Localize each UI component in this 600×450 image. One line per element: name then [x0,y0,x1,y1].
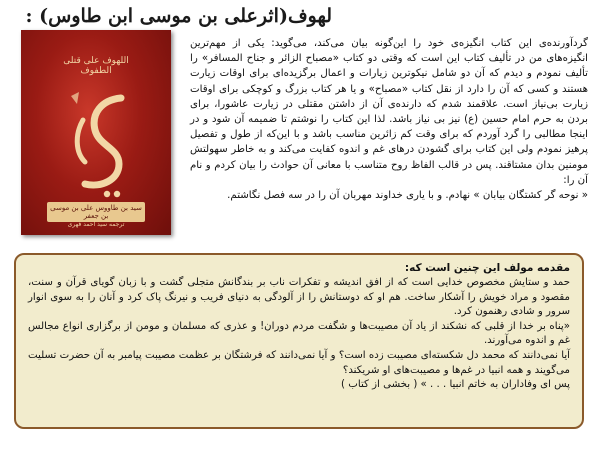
cover-translator: ترجمه سید احمد فهری [67,221,125,228]
intro-text [190,36,588,203]
cover-calligraphy-icon [61,90,141,200]
preface-paragraph: حمد و ستایش مخصوص خدایی است که از افق اندیشه و تفکرات ناب بر بندگانش متجلی گشت و با زبان گویای قرآن و سنت، مقصود و مراد خویش را آشکار ساخت. هم او که دوستانش را از آلودگی به دنیای فریب و نیرنگ پاک کرد و آنان را به سوی انوار سرور و شادی رهنمون کرد. [28,277,570,318]
preface-box [14,253,584,429]
intro-paragraph: گردآورنده‌ی این کتاب انگیزه‌ی خود را این‌گونه بیان می‌کند، می‌گوید: یکی از مهم‌ترین انگیزه‌های من در تألیف کتاب این است که وقتی دو کتاب «مصباح الزائر و جناح المسافر» را تألیف نمودم و دیدم که آن دو شامل نیکوترین زیارات و اعمال برگزیده‌ای برای اوقات زیارت هستند و کسی که آن را دارد از نقل کتاب «مصباح» و یا هر کتاب بزرگ و کوچکی برای اوقات زیارت بی‌نیاز است. علاقمند شدم که دارنده‌ی آن از داشتن مقتلی در زیارت عاشورا، برای بردن به حرم امام حسین (ع) نیز بی نیاز باشد. لذا این کتاب را نوشتم تا ضمیمه آن شود و در اینجا مطالبی را گرد آوردم که برای وقت کم زائرین مناسب باشد و با این‌که از طول و تفصیل پرهیز نمودم ولی این کتاب برای گشودن درهای غم و اندوه کفایت می‌کند و به خاطر سهولتش مومنین بدان مشتاقند. پس در قالب الفاظ روح متناسب با معانی آن حوادث را بیان کردم و نام آن را: [190,38,588,186]
cover-author: سید بن طاووس علی بن موسی بن جعفر [47,202,145,222]
intro-paragraph: « نوحه گر کشتگان بیابان » نهادم. و با یاری خداوند مهربان آن را در سه فصل نگاشتم. [227,190,588,202]
preface-paragraph: پس ای وفاداران به خاتم انبیا . . . » ( بخشی از کتاب ) [341,379,570,391]
book-cover-image [21,30,171,235]
preface-heading: مقدمه مولف این چنین است که: [404,262,570,274]
page-title: لهوف(اثرعلی بن موسی ابن طاوس) : [25,5,332,27]
preface-paragraph: «پناه بر خدا از قلبی که نشکند از یاد آن مصیبت‌ها و شگفت مردم دوران! و عذری که مسلمان و مومن از برگزاری انواع مجالس غم و اندوه می‌آورند. [28,320,570,347]
cover-top-title: اللهوف على قتلى الطفوف [63,56,129,76]
preface-paragraph: آیا نمی‌دانند که محمد دل شکسته‌ای مصیبت زده است؟ و آیا نمی‌دانند که فرشتگان بر عظمت مصیبت پیامبر به آن حضرت تسلیت می‌گویند و همه انبیا در غم‌ها و مصیبت‌های او شریکند؟ [28,349,570,376]
